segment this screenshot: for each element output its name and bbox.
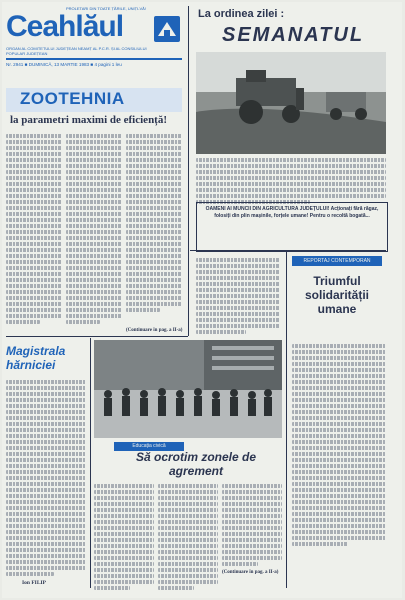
semanatul-title: SEMANATUL [222,24,365,46]
newspaper-page [2,2,402,598]
masthead [6,6,182,66]
ecology-tag: Educația civică [114,442,184,451]
magistrala-col [6,378,86,578]
masthead-title: Ceahlăul [6,10,124,43]
zootehnia-block [6,88,182,128]
zootehnia-continuation: (Continuare în pag. a II-a) [126,328,183,333]
reportaj-col [292,342,386,548]
masthead-emblem [154,16,180,42]
zootehnia-col-1 [6,132,62,326]
emblem-icon [154,16,180,42]
workers-illustration [94,340,282,438]
tractor-photo [196,52,386,154]
masthead-motto: PROLETARI DIN TOATE ȚĂRILE, UNIȚI-VĂ! [66,6,146,11]
zootehnia-col-2 [66,132,122,326]
zootehnia-title: ZOOTEHNIA [20,89,125,108]
zootehnia-subtitle: la parametri maximi de eficiență! [10,114,168,126]
reportaj-tag: REPORTAJ CONTEMPORAN [292,256,382,266]
ecology-col-2 [158,482,218,592]
issue-line: Nr. 2941 ■ DUMINICĂ, 13 MARTIE 1983 ■ 4 pagini 1 leu [6,62,122,67]
workers-photo [94,340,282,438]
appeal-box [196,202,388,252]
reportaj-title: Triumful solidarității umane [304,274,369,316]
masthead-subtitle: ORGAN AL COMITETULUI JUDEȚEAN NEAMȚ AL P.C.R. ȘI AL CONSILIULUI POPULAR JUDEȚEAN [6,46,147,56]
reportaj-box [288,256,386,336]
tractor-illustration [196,52,386,154]
section-label: La ordinea zilei : [198,8,285,20]
magistrala-title: Magistrala hărniciei [6,344,66,372]
zootehnia-col-3 [126,132,182,314]
appeal-text: OAMENI AI MUNCII DIN AGRICULTURA JUDEȚULUI! Acționați fără răgaz, folosiți din plin mașinile, forțele umane! Pentru o recoltă bogată... [205,206,379,219]
magistrala-author: Ion FILIP [22,580,46,586]
ecology-col-1 [94,482,154,592]
ecology-continuation: (Continuare în pag. a II-a) [222,570,279,575]
ecology-col-3 [222,482,282,568]
photo-caption [196,156,386,206]
ecology-title: Să ocrotim zonele de agrement [135,450,257,478]
right-col-a [196,256,280,336]
